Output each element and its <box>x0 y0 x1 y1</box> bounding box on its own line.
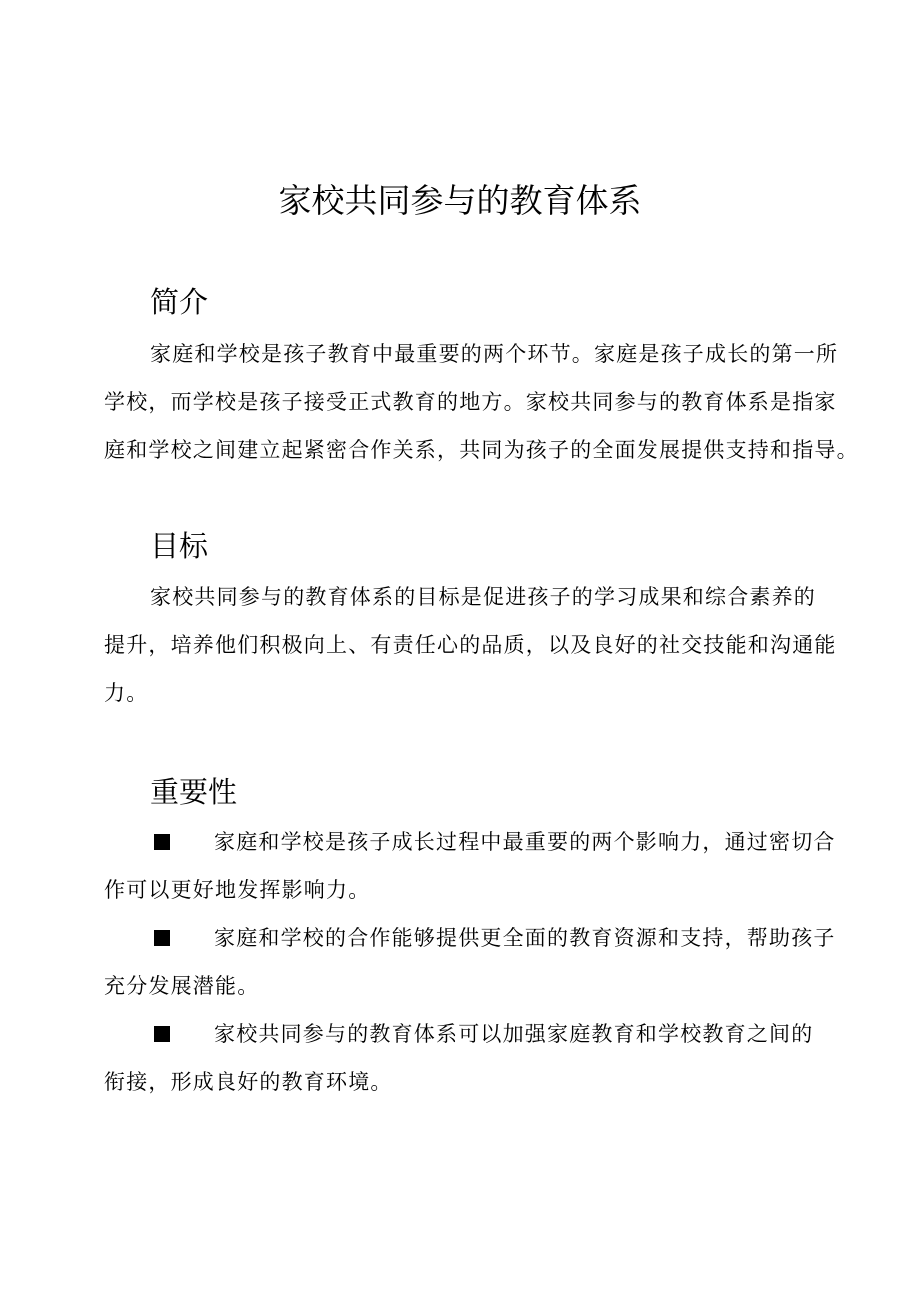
section-heading-importance: 重要性 <box>150 775 238 809</box>
intro-paragraph <box>104 330 859 474</box>
bullet-line: 充分发展潜能。 <box>104 974 260 998</box>
paragraph-line: 家校共同参与的教育体系的目标是促进孩子的学习成果和综合素养的 <box>150 585 816 609</box>
bullet-line <box>104 1010 820 1058</box>
document-title: 家校共同参与的教育体系 <box>278 181 642 220</box>
bullet-text: 家庭和学校是孩子成长过程中最重要的两个影响力，通过密切合 <box>214 830 836 854</box>
bullet-text: 家校共同参与的教育体系可以加强家庭教育和学校教育之间的 <box>214 1022 814 1046</box>
goal-paragraph <box>104 573 837 717</box>
square-bullet-icon <box>154 834 170 850</box>
bullet-item <box>104 1010 820 1106</box>
square-bullet-icon <box>154 1026 170 1042</box>
bullet-item <box>104 818 836 914</box>
bullet-line <box>104 914 836 962</box>
paragraph-line: 力。 <box>104 681 149 705</box>
section-heading-goal: 目标 <box>150 529 209 563</box>
bullet-text: 家庭和学校的合作能够提供更全面的教育资源和支持，帮助孩子 <box>214 926 836 950</box>
square-bullet-icon <box>154 930 170 946</box>
paragraph-line: 庭和学校之间建立起紧密合作关系，共同为孩子的全面发展提供支持和指导。 <box>104 438 859 462</box>
bullet-line: 作可以更好地发挥影响力。 <box>104 878 371 902</box>
bullet-line: 衔接，形成良好的教育环境。 <box>104 1070 393 1094</box>
paragraph-line: 学校，而学校是孩子接受正式教育的地方。家校共同参与的教育体系是指家 <box>104 390 837 414</box>
bullet-item <box>104 914 836 1010</box>
section-heading-intro: 简介 <box>150 285 209 319</box>
bullet-line <box>104 818 836 866</box>
paragraph-line: 家庭和学校是孩子教育中最重要的两个环节。家庭是孩子成长的第一所 <box>150 342 839 366</box>
paragraph-line: 提升，培养他们积极向上、有责任心的品质，以及良好的社交技能和沟通能 <box>104 633 837 657</box>
